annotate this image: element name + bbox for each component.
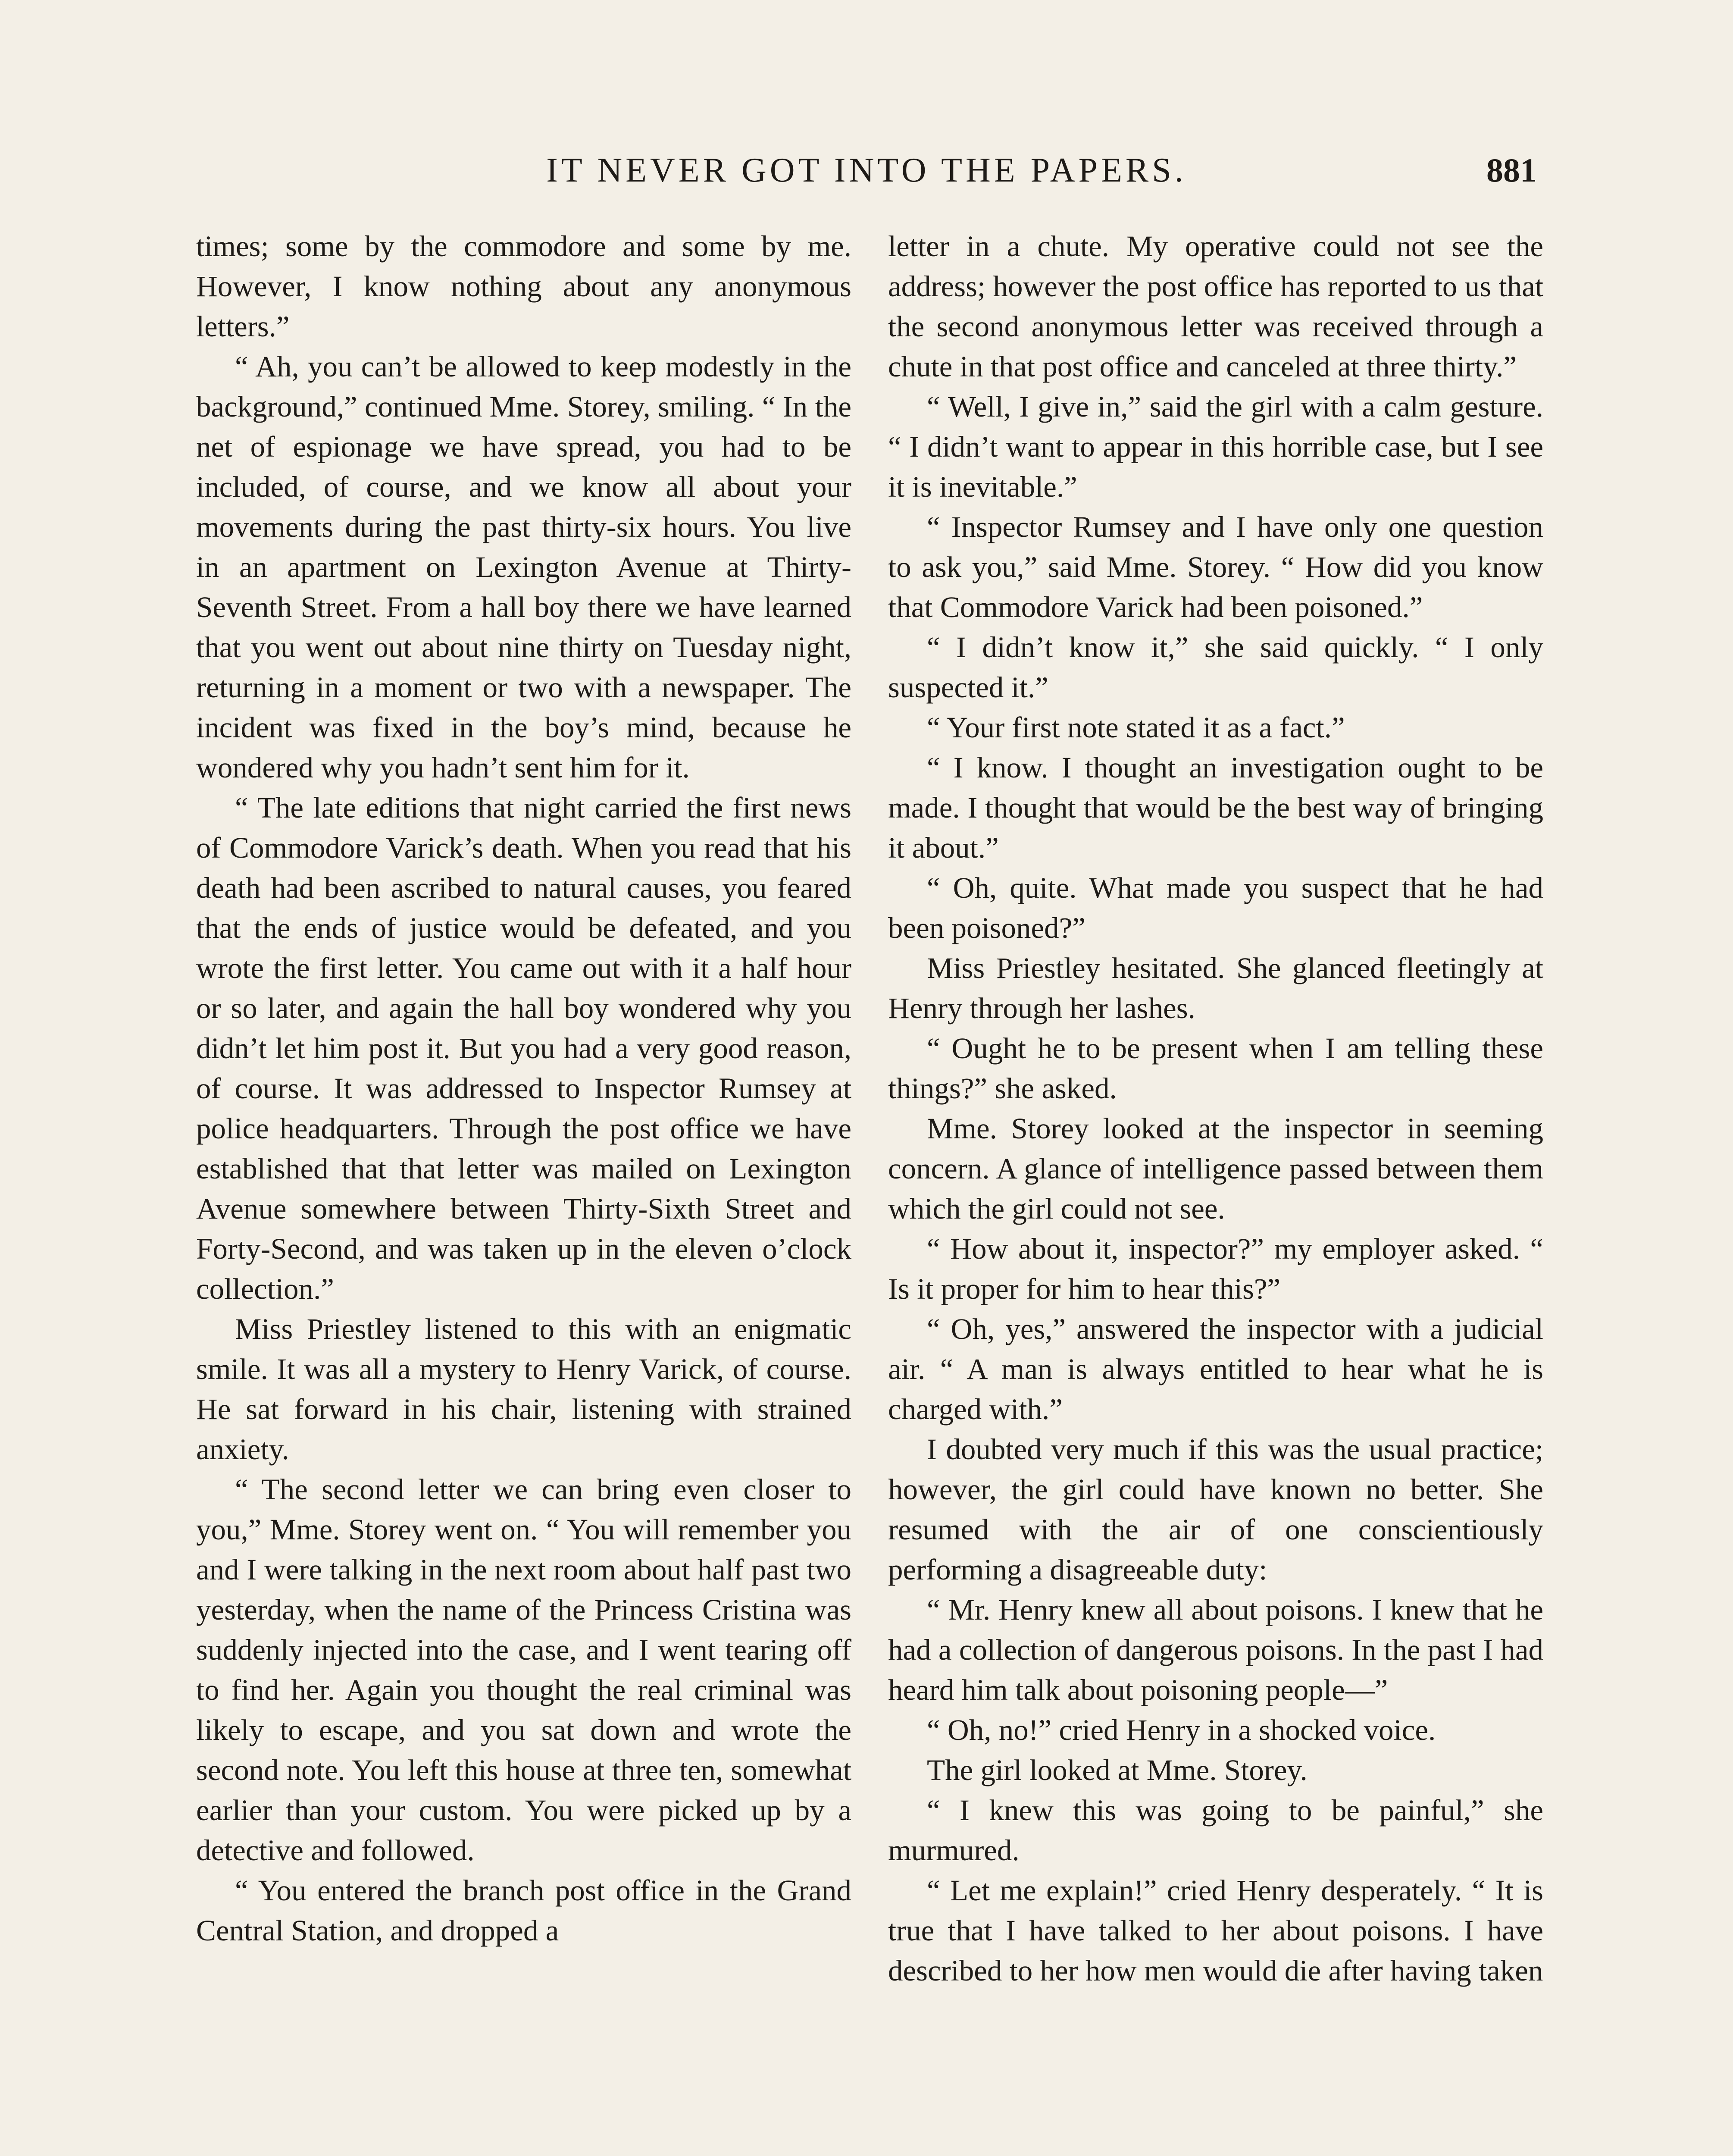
paragraph: “ Mr. Henry knew all about poisons. I knew that he had a collection of dangerous poisons. In the past I had heard him talk about poisoning people—” (888, 1593, 1543, 1706)
paragraph: “ Ought he to be present when I am telling these things?” she asked. (888, 1032, 1543, 1105)
paragraph: letter in a chute. My operative could not see the address; however the post office has reported to us that the second anonymous letter was received through a chute in that post office and canceled at three thirty.” (888, 230, 1543, 383)
paragraph: “ I didn’t know it,” she said quickly. “ I only suspected it.” (888, 631, 1543, 704)
paragraph: “ The late editions that night carried the first news of Commodore Varick’s death. When you read that his death had been ascribed to natural causes, you feared that the ends of justice would be defeated, and you wrote the first letter. You came out with it a half hour or so later, and again the hall boy wondered why you didn’t let him post it. But you had a very good reason, of course. It was addressed to Inspector Rumsey at police headquarters. Through the post office we have established that that letter was mailed on Lexington Avenue somewhere between Thirty-Sixth Street and Forty-Second, and was taken up in the eleven o’clock collection.” (196, 791, 851, 1305)
paragraph: “ Well, I give in,” said the girl with a calm gesture. “ I didn’t want to appear in this horrible case, but I see it is inevitable.” (888, 390, 1543, 503)
page-number: 881 (1486, 151, 1537, 189)
paragraph: “ Ah, you can’t be allowed to keep modestly in the background,” continued Mme. Storey, smiling. “ In the net of espionage we have spread, you had to be included, of course, and we know all about your movements during the past thirty-six hours. You live in an apartment on Lexington Avenue at Thirty-Seventh Street. From a hall boy there we have learned that you went out about nine thirty on Tuesday night, returning in a moment or two with a newspaper. The incident was fixed in the boy’s mind, because he wondered why you hadn’t sent him for it. (196, 350, 851, 784)
paragraph: times; some by the commodore and some by me. However, I know nothing about any anonymous letters.” (196, 230, 851, 343)
paragraph: “ You entered the branch post office in the Grand Central Station, and dropped a (196, 1874, 851, 1947)
paragraph: “ I knew this was going to be painful,” she murmured. (888, 1794, 1543, 1867)
paragraph: The girl looked at Mme. Storey. (927, 1754, 1308, 1786)
paragraph: “ Inspector Rumsey and I have only one question to ask you,” said Mme. Storey. “ How did you know that Commodore Varick had been poisoned.” (888, 511, 1543, 624)
paragraph: “ Oh, quite. What made you suspect that he had been poisoned?” (888, 871, 1543, 944)
paragraph: “ Your first note stated it as a fact.” (927, 711, 1345, 744)
running-title: IT NEVER GOT INTO THE PAPERS. (546, 151, 1187, 189)
paragraph: “ The second letter we can bring even closer to you,” Mme. Storey went on. “ You will remember you and I were talking in the next room about half past two yesterday, when the name of the Princess Cristina was suddenly injected into the case, and I went tearing off to find her. Again you thought the real criminal was likely to escape, and you sat down and wrote the second note. You left this house at three ten, somewhat earlier than your custom. You were picked up by a detective and followed. (196, 1473, 851, 1867)
paragraph: “ How about it, inspector?” my employer asked. “ Is it proper for him to hear this?” (888, 1232, 1543, 1305)
paragraph: “ Let me explain!” cried Henry desperately. “ It is true that I have talked to her about poisons. I have described to her how men would die after having taken (888, 1874, 1543, 1987)
paragraph: “ I know. I thought an investigation ought to be made. I thought that would be the best way of bringing it about.” (888, 751, 1543, 864)
paragraph: Miss Priestley hesitated. She glanced fleetingly at Henry through her lashes. (888, 952, 1543, 1025)
running-head (196, 147, 1537, 194)
paragraph: “ Oh, yes,” answered the inspector with a judicial air. “ A man is always entitled to hear what he is charged with.” (888, 1313, 1543, 1426)
right-column (888, 226, 1543, 1991)
paragraph: I doubted very much if this was the usual practice; however, the girl could have known no better. She resumed with the air of one conscientiously performing a disagreeable duty: (888, 1433, 1543, 1586)
left-column (196, 226, 851, 1951)
paragraph: “ Oh, no!” cried Henry in a shocked voice. (927, 1714, 1436, 1746)
paragraph: Miss Priestley listened to this with an enigmatic smile. It was all a mystery to Henry Varick, of course. He sat forward in his chair, listening with strained anxiety. (196, 1313, 851, 1466)
paragraph: Mme. Storey looked at the inspector in seeming concern. A glance of intelligence passed between them which the girl could not see. (888, 1112, 1543, 1225)
